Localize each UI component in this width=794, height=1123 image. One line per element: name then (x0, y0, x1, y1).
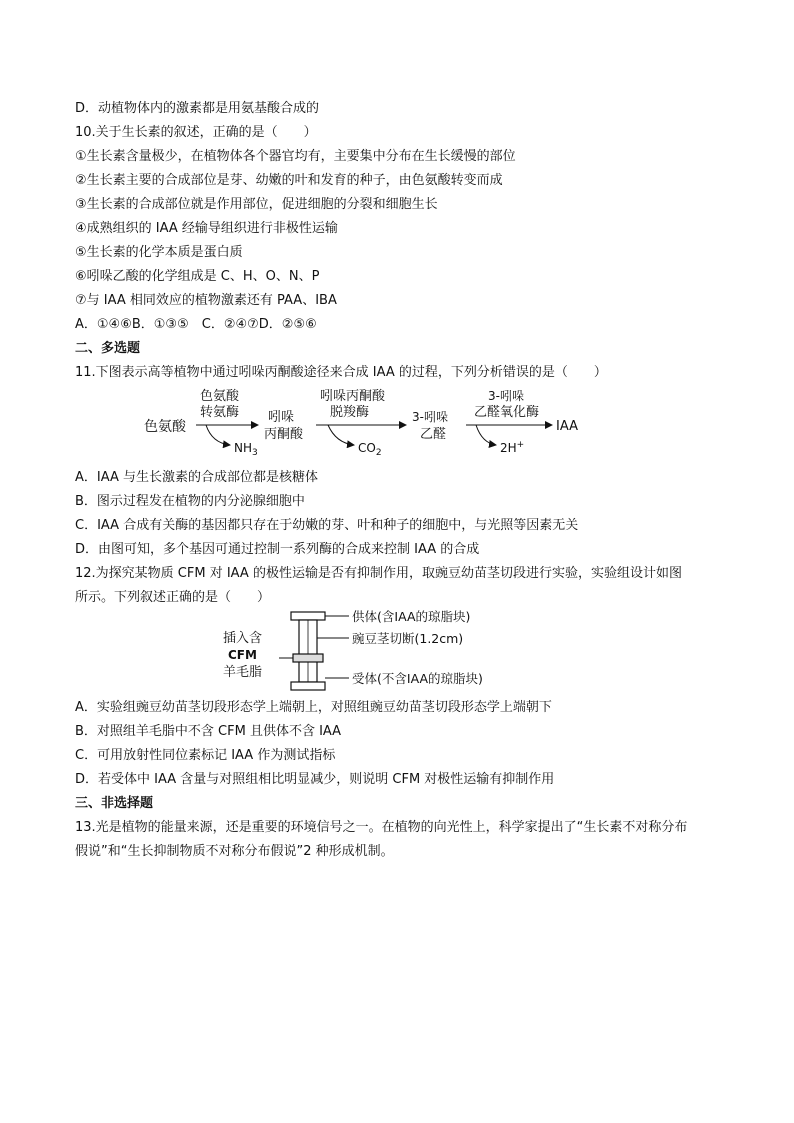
receiver-label: 受体(不含IAA的琼脂块) (352, 671, 483, 686)
co2-label: $CO_2$ (358, 441, 382, 458)
h-release-curve (476, 425, 496, 445)
donor-label: 供体(含IAA的琼脂块) (352, 609, 471, 624)
receiver-agar-block (291, 682, 325, 690)
q12-stem-line2: 所示。下列叙述正确的是（ ） (75, 590, 271, 605)
iaa-synthesis-pathway-diagram (140, 385, 600, 460)
enzyme2-label-line1: 吲哚丙酮酸 (320, 389, 386, 404)
nh3-release-curve (206, 425, 230, 445)
enzyme2-label-line2: 脱羧酶 (330, 405, 370, 420)
q11-stem: 11.下图表示高等植物中通过吲哚丙酮酸途径来合成 IAA 的过程，下列分析错误的是（ ） (75, 365, 607, 380)
section-heading-multiple-choice: 二、多选题 (75, 341, 141, 356)
q11-option-b: B．图示过程发在植物的内分泌腺细胞中 (75, 494, 305, 509)
q10-statement-4: ④成熟组织的 IAA 经输导组织进行非极性运输 (75, 221, 338, 236)
cfm-lanolin-ring (293, 654, 323, 662)
q11-option-a: A．IAA 与生长激素的合成部位都是核糖体 (75, 470, 319, 485)
q9-option-d: D．动植物体内的激素都是用氨基酸合成的 (75, 101, 320, 116)
q13-stem-line1: 13.光是植物的能量来源，还是重要的环境信号之一。在植物的向光性上，科学家提出了“生长素不对称分布 (75, 820, 688, 835)
co2-release-curve (328, 425, 354, 445)
q12-stem-line1: 12.为探究某物质 CFM 对 IAA 的极性运输是否有抑制作用，取豌豆幼苗茎切段进行实验，实验组设计如图 (75, 566, 682, 581)
enzyme1-label-line2: 转氨酶 (200, 405, 240, 420)
iaald-label-line2: 乙醛 (420, 427, 447, 442)
q12-option-d: D．若受体中 IAA 含量与对照组相比明显减少，则说明 CFM 对极性运输有抑制作用 (75, 772, 555, 787)
donor-agar-block (291, 612, 325, 620)
q10-statement-6: ⑥吲哚乙酸的化学组成是 C、H、O、N、P (75, 269, 320, 284)
cfm-experiment-diagram (215, 606, 515, 694)
q10-statement-2: ②生长素主要的合成部位是芽、幼嫩的叶和发育的种子，由色氨酸转变而成 (75, 173, 503, 188)
stem-label: 豌豆茎切断(1.2cm) (352, 631, 464, 646)
ipa-label-line1: 吲哚 (268, 410, 295, 425)
insert-label-line1: 插入含 (223, 631, 263, 646)
h-label: 2H+ (500, 440, 525, 455)
iaa-label: IAA (556, 419, 578, 434)
enzyme3-label-line1: 3-吲哚 (488, 389, 524, 403)
q13-stem-line2: 假说”和“生长抑制物质不对称分布假说”2 种形成机制。 (75, 844, 394, 859)
q10-statement-5: ⑤生长素的化学本质是蛋白质 (75, 245, 243, 260)
insert-label-line3: 羊毛脂 (223, 665, 263, 680)
q10-statement-1: ①生长素含量极少，在植物体各个器官均有，主要集中分布在生长缓慢的部位 (75, 149, 516, 164)
q10-options: A．①④⑥B．①③⑤ C．②④⑦D．②⑤⑥ (75, 317, 317, 332)
enzyme3-label-line2: 乙醛氧化酶 (474, 405, 540, 420)
nh3-label: $NH_3$ (234, 441, 258, 458)
iaald-label-line1: 3-吲哚 (412, 410, 448, 424)
tryptophan-label: 色氨酸 (144, 419, 186, 435)
section-heading-non-choice: 三、非选择题 (75, 796, 154, 811)
q12-option-b: B．对照组羊毛脂中不含 CFM 且供体不含 IAA (75, 724, 342, 739)
q11-option-c: C．IAA 合成有关酶的基因都只存在于幼嫩的芽、叶和种子的细胞中，与光照等因素无关 (75, 518, 579, 533)
q12-option-a: A．实验组豌豆幼苗茎切段形态学上端朝上，对照组豌豆幼苗茎切段形态学上端朝下 (75, 700, 552, 715)
q10-statement-7: ⑦与 IAA 相同效应的植物激素还有 PAA、IBA (75, 293, 337, 308)
ipa-label-line2: 丙酮酸 (264, 427, 304, 442)
enzyme1-label-line1: 色氨酸 (200, 389, 240, 404)
q12-option-c: C．可用放射性同位素标记 IAA 作为测试指标 (75, 748, 336, 763)
q10-stem: 10.关于生长素的叙述，正确的是（ ） (75, 125, 317, 140)
q11-option-d: D．由图可知，多个基因可通过控制一系列酶的合成来控制 IAA 的合成 (75, 542, 480, 557)
q10-statement-3: ③生长素的合成部位就是作用部位，促进细胞的分裂和细胞生长 (75, 197, 438, 212)
insert-label-line2: CFM (228, 648, 257, 662)
